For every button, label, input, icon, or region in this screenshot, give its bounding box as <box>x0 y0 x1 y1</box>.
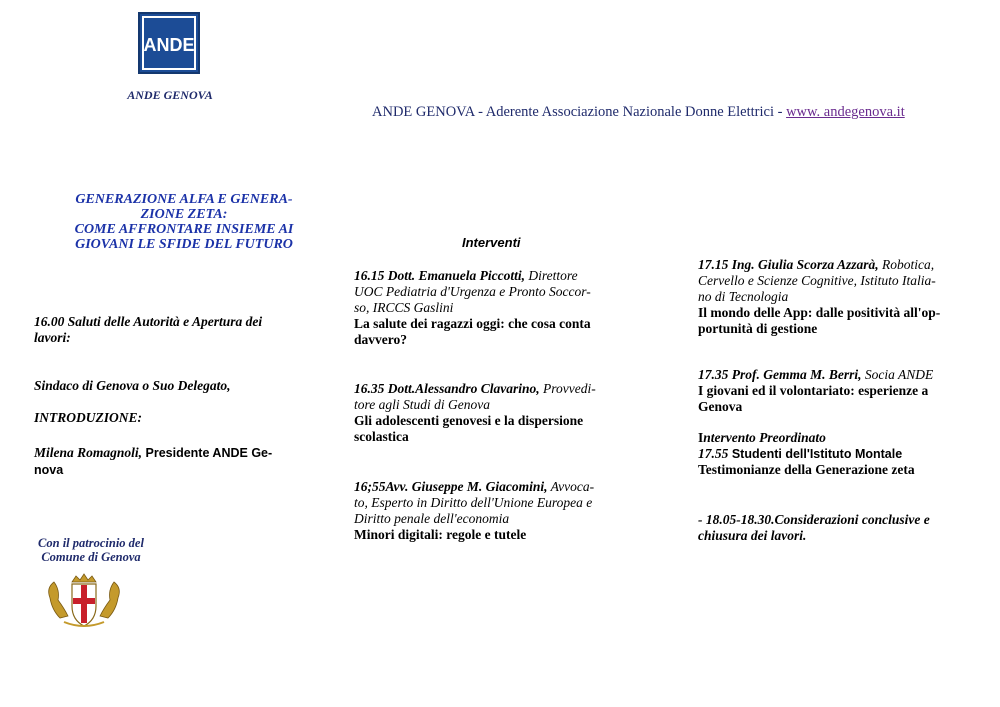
talk-role: Provvedi- <box>539 381 596 396</box>
talk-topic: davvero? <box>354 332 407 347</box>
talk-time-speaker: 17.15 Ing. Giulia Scorza Azzarà, <box>698 257 879 272</box>
talk-role: Avvoca- <box>547 479 595 494</box>
talk-topic: Genova <box>698 399 743 414</box>
genova-crest-icon <box>44 570 124 630</box>
mayor-line: Sindaco di Genova o Suo Delegato, <box>34 378 231 393</box>
talk-role: tore agli Studi di Genova <box>354 397 490 412</box>
talk-time-speaker: 16.35 Dott.Alessandro Clavarino, <box>354 381 540 396</box>
talk-role: Direttore <box>525 268 578 283</box>
header-organization-line <box>372 104 905 121</box>
patronage-text <box>22 536 160 564</box>
talk-berri <box>698 367 933 415</box>
talk-topic: Il mondo delle App: dalle positività all'op- <box>698 305 941 320</box>
talk-role: no di Tecnologia <box>698 289 789 304</box>
closing-line-1: - 18.05-18.30.Considerazioni conclusive e <box>698 512 930 527</box>
talk-time: 17.55 <box>698 446 729 461</box>
talk-topic: Testimonianze della Generazione zeta <box>698 462 915 477</box>
intro-speaker-role: Presidente ANDE Ge- <box>142 446 273 460</box>
talk-speakers: Studenti dell'Istituto Montale <box>728 447 903 461</box>
intro-speaker-line-2: nova <box>34 463 64 477</box>
talk-topic: I giovani ed il volontariato: esperienze a <box>698 383 929 398</box>
talk-topic: Gli adolescenti genovesi e la dispersione <box>354 413 584 428</box>
talk-role: Diritto penale dell'economia <box>354 511 510 526</box>
talk-time-speaker: 16.15 Dott. Emanuela Piccotti, <box>354 268 525 283</box>
intro-speaker-line-1 <box>34 445 272 461</box>
talk-topic: Minori digitali: regole e tutele <box>354 527 527 542</box>
greeting-line-1: 16.00 Saluti delle Autorità e Apertura dei <box>34 314 263 329</box>
greeting-line-2: lavori: <box>34 330 71 345</box>
talk-topic: La salute dei ragazzi oggi: che cosa conta <box>354 316 591 331</box>
logo-caption: ANDE GENOVA <box>127 88 213 102</box>
talk-time-speaker: 16;55Avv. Giuseppe M. Giacomini, <box>354 479 548 494</box>
logo-text: ANDE <box>143 35 195 55</box>
talk-scorza-azzara <box>698 257 940 337</box>
intervention-label: ntervento Preordinato <box>703 430 826 445</box>
talk-role: to, Esperto in Diritto dell'Unione Europea e <box>354 495 593 510</box>
patronage-line: Comune di Genova <box>41 550 141 564</box>
talk-role: Robotica, <box>878 257 935 272</box>
title-line: GIOVANI LE SFIDE DEL FUTURO <box>75 237 293 252</box>
organization-name: ANDE GENOVA - Aderente Associazione Nazionale Donne Elettrici - <box>372 104 787 120</box>
website-link[interactable]: www. andegenova.it <box>786 104 905 120</box>
intro-label: INTRODUZIONE: <box>34 410 142 425</box>
closing-line-2: chiusura dei lavori. <box>698 528 807 543</box>
talk-role: Cervello e Scienze Cognitive, Istituto Italia- <box>698 273 936 288</box>
talk-role: Socia ANDE <box>861 367 934 382</box>
talk-clavarino <box>354 381 596 445</box>
talk-role: UOC Pediatria d'Urgenza e Pronto Soccor- <box>354 284 591 299</box>
talk-topic: portunità di gestione <box>698 321 818 336</box>
title-line: GENERAZIONE ALFA E GENERA- <box>75 192 293 207</box>
talk-time-speaker: 17.35 Prof. Gemma M. Berri, <box>698 367 862 382</box>
talk-topic: scolastica <box>354 429 409 444</box>
intervention-label-initial: I <box>698 430 704 445</box>
title-line: COME AFFRONTARE INSIEME AI <box>74 222 294 237</box>
talk-role: so, IRCCS Gaslini <box>354 300 454 315</box>
intro-speaker-name: Milena Romagnoli, <box>34 445 143 460</box>
event-title <box>40 192 328 252</box>
ande-logo <box>138 12 200 74</box>
patronage-line: Con il patrocinio del <box>38 536 144 550</box>
title-line: ZIONE ZETA: <box>140 207 228 222</box>
talk-piccotti <box>354 268 591 348</box>
talks-heading: Interventi <box>462 235 521 250</box>
talk-montale <box>698 430 915 478</box>
talk-giacomini <box>354 479 594 543</box>
